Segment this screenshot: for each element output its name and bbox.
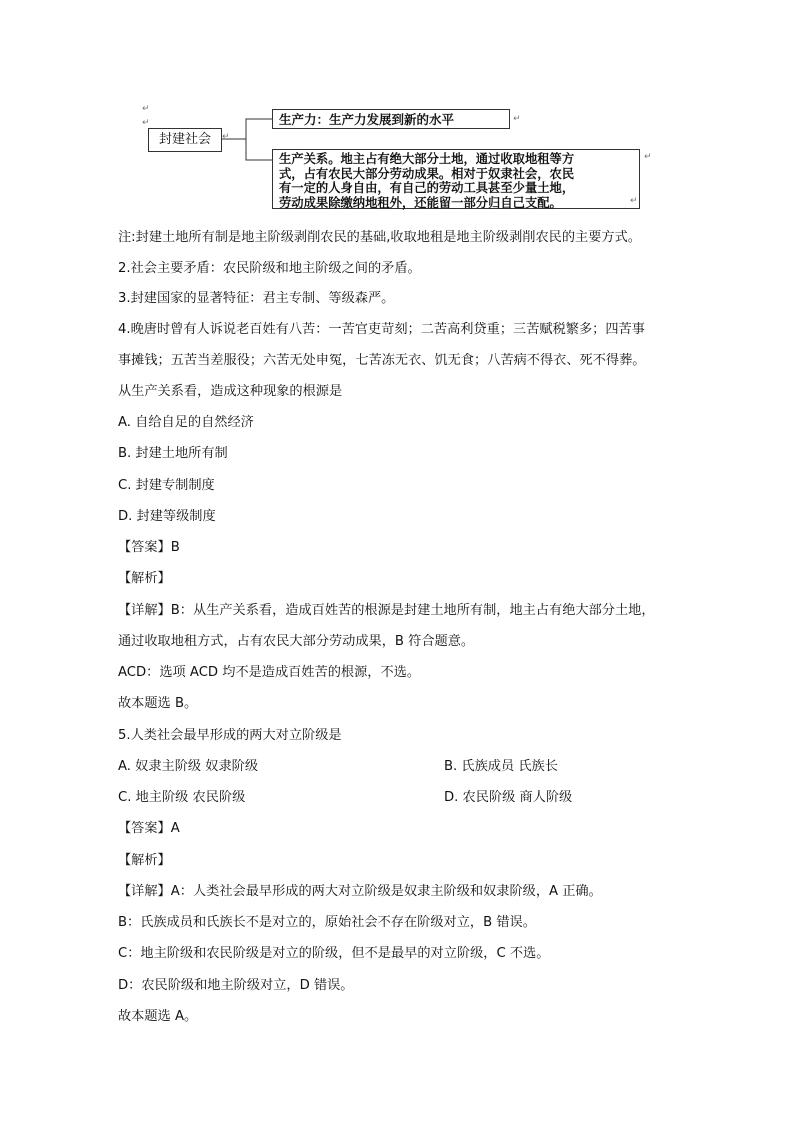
q4-stem-line: 事摊钱；五苦当差服役；六苦无处申冤，七苦冻无衣、饥无食；八苦病不得衣、死不得葬。 xyxy=(118,353,646,368)
note-1: 注:封建土地所有制是地主阶级剥削农民的基础,收取地租是地主阶级剥削农民的主要方式。 xyxy=(118,230,641,245)
note-3: 3.封建国家的显著特征：君主专制、等级森严。 xyxy=(118,291,395,306)
q5-option-c: C. 地主阶级 农民阶级 xyxy=(118,790,246,805)
q5-option-a: A. 奴隶主阶级 奴隶阶级 xyxy=(118,759,259,774)
answer-value: B xyxy=(170,540,180,555)
detail-tag: 【详解】 xyxy=(118,884,171,899)
concept-diagram xyxy=(0,0,794,215)
q5-detail-line: C：地主阶级和农民阶级是对立的阶级，但不是最早的对立阶级，C 不选。 xyxy=(118,946,550,961)
q5-detail-line: B：氏族成员和氏族长不是对立的，原始社会不存在阶级对立，B 错误。 xyxy=(118,915,536,930)
q5-stem: 5.人类社会最早形成的两大对立阶级是 xyxy=(118,728,342,743)
q5-analysis-tag: 【解析】 xyxy=(118,853,171,868)
relations-line: 有一定的人身自由，有自己的劳动工具甚至少量土地， xyxy=(279,180,575,195)
q4-detail-line xyxy=(118,601,655,621)
q4-detail-line: ACD：选项 ACD 均不是造成百姓苦的根源，不选。 xyxy=(118,665,421,680)
paragraph-mark: ↵ xyxy=(644,152,652,162)
answer-tag: 【答案】 xyxy=(118,821,171,836)
answer-tag: 【答案】 xyxy=(118,540,171,555)
q4-answer xyxy=(118,538,180,558)
q4-analysis-tag: 【解析】 xyxy=(118,571,171,586)
relations-line: 劳动成果除缴纳地租外，还能留一部分归自己支配。 xyxy=(279,194,562,210)
q4-conclusion: 故本题选 B。 xyxy=(118,696,198,711)
q4-option-b: B. 封建土地所有制 xyxy=(118,446,228,461)
q4-stem-line: 从生产关系看，造成这种现象的根源是 xyxy=(118,384,343,399)
q4-option-c: C. 封建专制制度 xyxy=(118,478,215,493)
root-node: 封建社会 xyxy=(148,128,222,152)
answer-value: A xyxy=(170,821,180,836)
paragraph-mark: ↵ xyxy=(630,196,638,206)
paragraph-mark: ↵ xyxy=(513,114,521,124)
detail-text: B：从生产关系看，造成百姓苦的根源是封建土地所有制，地主占有绝大部分土地， xyxy=(170,603,655,618)
note-2: 2.社会主要矛盾：农民阶级和地主阶级之间的矛盾。 xyxy=(118,261,421,276)
paragraph-mark: ↵ xyxy=(222,132,230,142)
q5-detail-line: D：农民阶级和地主阶级对立，D 错误。 xyxy=(118,978,354,993)
detail-text: A：人类社会最早形成的两大对立阶级是奴隶主阶级和奴隶阶级，A 正确。 xyxy=(170,884,602,899)
paragraph-mark: ↵ xyxy=(142,118,150,128)
q4-option-a: A. 自给自足的自然经济 xyxy=(118,415,254,430)
paragraph-mark: ↵ xyxy=(142,104,150,114)
q5-detail-line xyxy=(118,882,602,902)
q5-option-d: D. 农民阶级 商人阶级 xyxy=(444,790,573,805)
relations-line: 生产关系。地主占有绝大部分土地，通过收取地租等方 xyxy=(279,151,575,166)
q5-conclusion: 故本题选 A。 xyxy=(118,1009,198,1024)
relations-node xyxy=(272,149,640,209)
detail-tag: 【详解】 xyxy=(118,603,171,618)
q4-stem-line: 4.晚唐时曾有人诉说老百姓有八苦：一苦官吏苛刻；二苦高利贷重；三苦赋税繁多；四苦事 xyxy=(118,322,645,337)
productivity-node: 生产力：生产力发展到新的水平 xyxy=(272,109,510,129)
q5-option-b: B. 氏族成员 氏族长 xyxy=(444,759,558,774)
q5-answer xyxy=(118,819,180,839)
q4-option-d: D. 封建等级制度 xyxy=(118,509,216,524)
q4-detail-line: 通过收取地租方式，占有农民大部分劳动成果，B 符合题意。 xyxy=(118,634,475,649)
relations-line: 式，占有农民大部分劳动成果。相对于奴隶社会，农民 xyxy=(279,165,575,181)
